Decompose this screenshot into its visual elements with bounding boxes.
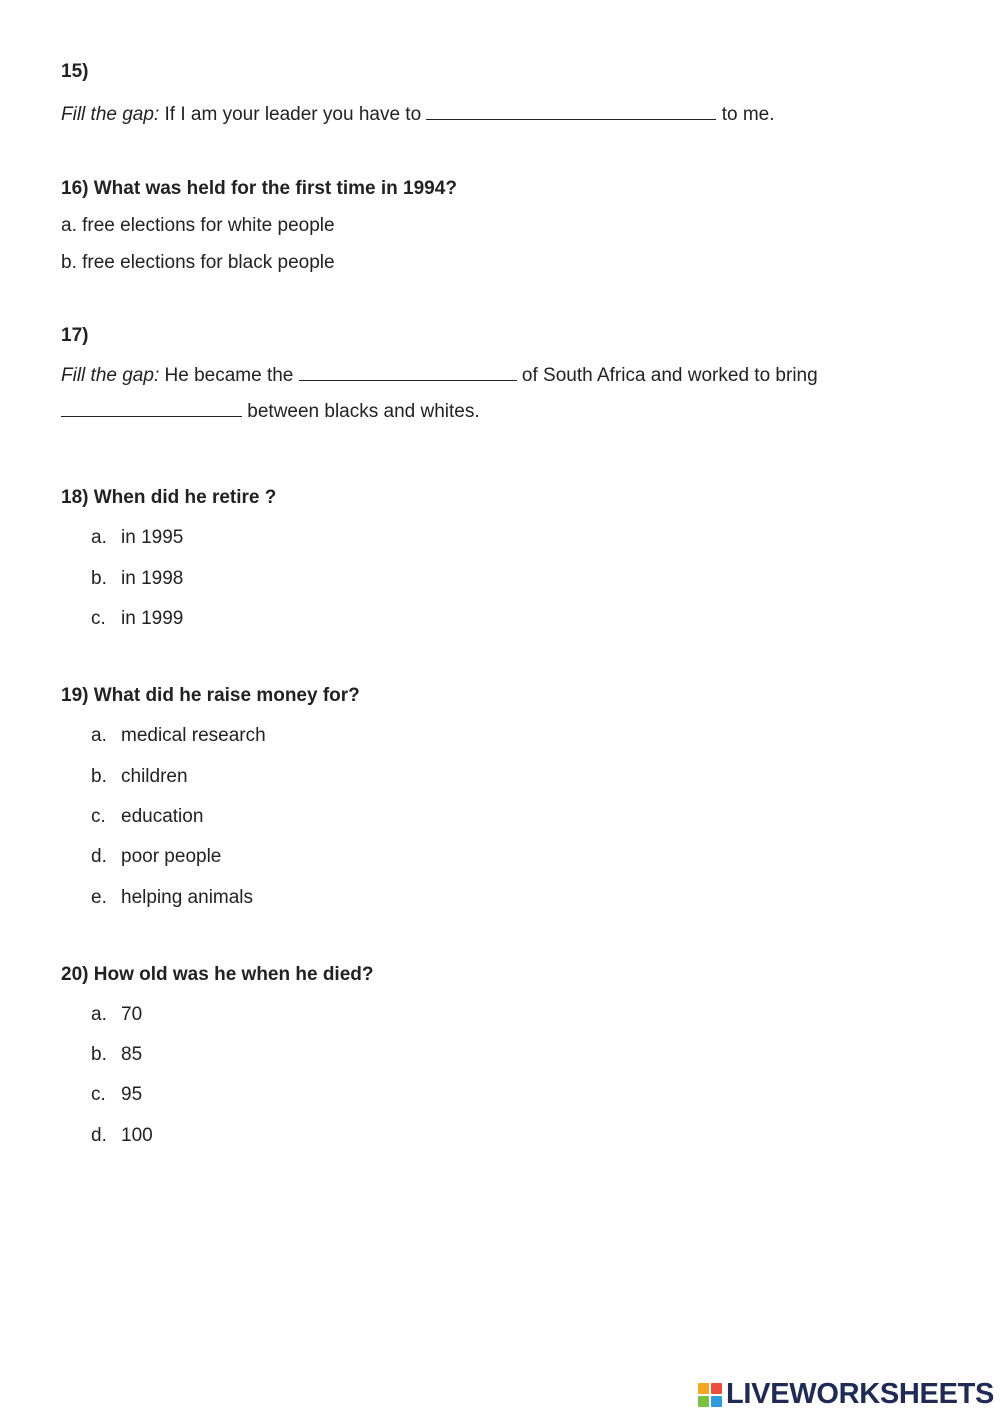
option-letter: c. — [91, 1084, 106, 1105]
option-text: 70 — [121, 1004, 143, 1025]
option-text: 100 — [121, 1125, 153, 1146]
q19-option[interactable] — [91, 725, 266, 747]
option-letter: b. — [91, 568, 107, 589]
option-text: in 1998 — [121, 568, 184, 589]
q18-option[interactable] — [91, 527, 183, 549]
q20-option[interactable] — [91, 1084, 142, 1106]
logo-cube — [711, 1396, 722, 1407]
logo-cube — [711, 1383, 722, 1394]
option-text: helping animals — [121, 887, 254, 908]
question-16-title: 16) What was held for the first time in 1994? — [61, 178, 457, 199]
question-17-number: 17) — [61, 325, 89, 346]
q20-option[interactable] — [91, 1044, 142, 1066]
q16-option-a[interactable]: a. free elections for white people — [61, 215, 335, 236]
q19-option[interactable] — [91, 766, 188, 788]
q15-blank[interactable] — [426, 101, 716, 120]
q20-option[interactable] — [91, 1004, 142, 1026]
option-text: children — [121, 766, 188, 787]
option-letter: d. — [91, 846, 107, 867]
q18-option[interactable] — [91, 568, 183, 590]
q17-text-before: He became the — [159, 365, 299, 386]
logo-cube — [698, 1383, 709, 1394]
option-text: poor people — [121, 846, 222, 867]
option-text: medical research — [121, 725, 266, 746]
option-letter: b. — [91, 766, 107, 787]
option-letter: c. — [91, 806, 106, 827]
q16-option-b[interactable]: b. free elections for black people — [61, 252, 335, 273]
option-letter: c. — [91, 608, 106, 629]
question-19-title: 19) What did he raise money for? — [61, 685, 360, 706]
q19-option[interactable] — [91, 887, 253, 909]
q18-option[interactable] — [91, 608, 183, 630]
question-15-number: 15) — [61, 61, 89, 82]
option-letter: d. — [91, 1125, 107, 1146]
option-letter: a. — [91, 527, 107, 548]
option-letter: b. — [91, 1044, 107, 1065]
q19-option[interactable] — [91, 846, 221, 868]
option-text: in 1995 — [121, 527, 184, 548]
liveworksheets-logo — [698, 1378, 994, 1411]
q17-blank-2[interactable] — [61, 398, 242, 417]
q17-text-after: between blacks and whites. — [242, 401, 480, 422]
option-text: 85 — [121, 1044, 143, 1065]
q20-option[interactable] — [91, 1125, 153, 1147]
option-text: in 1999 — [121, 608, 184, 629]
option-text: education — [121, 806, 204, 827]
option-text: 95 — [121, 1084, 143, 1105]
question-15-text — [61, 101, 775, 126]
question-17-line1 — [61, 362, 818, 387]
q19-option[interactable] — [91, 806, 203, 828]
logo-cube — [698, 1396, 709, 1407]
option-letter: a. — [91, 725, 107, 746]
fill-gap-label: Fill the gap: — [61, 365, 160, 386]
option-letter: a. — [91, 1004, 107, 1025]
q17-text-middle: of South Africa and worked to bring — [516, 365, 818, 386]
logo-cubes-icon — [698, 1383, 722, 1407]
fill-gap-label: Fill the gap: — [61, 104, 160, 125]
q15-text-after: to me. — [716, 104, 775, 125]
q17-blank-1[interactable] — [299, 362, 517, 381]
q15-text-before: If I am your leader you have to — [159, 104, 427, 125]
option-letter: e. — [91, 887, 107, 908]
question-17-line2 — [61, 398, 480, 423]
question-18-title: 18) When did he retire ? — [61, 487, 277, 508]
logo-text: LIVEWORKSHEETS — [726, 1378, 995, 1410]
question-20-title: 20) How old was he when he died? — [61, 964, 374, 985]
